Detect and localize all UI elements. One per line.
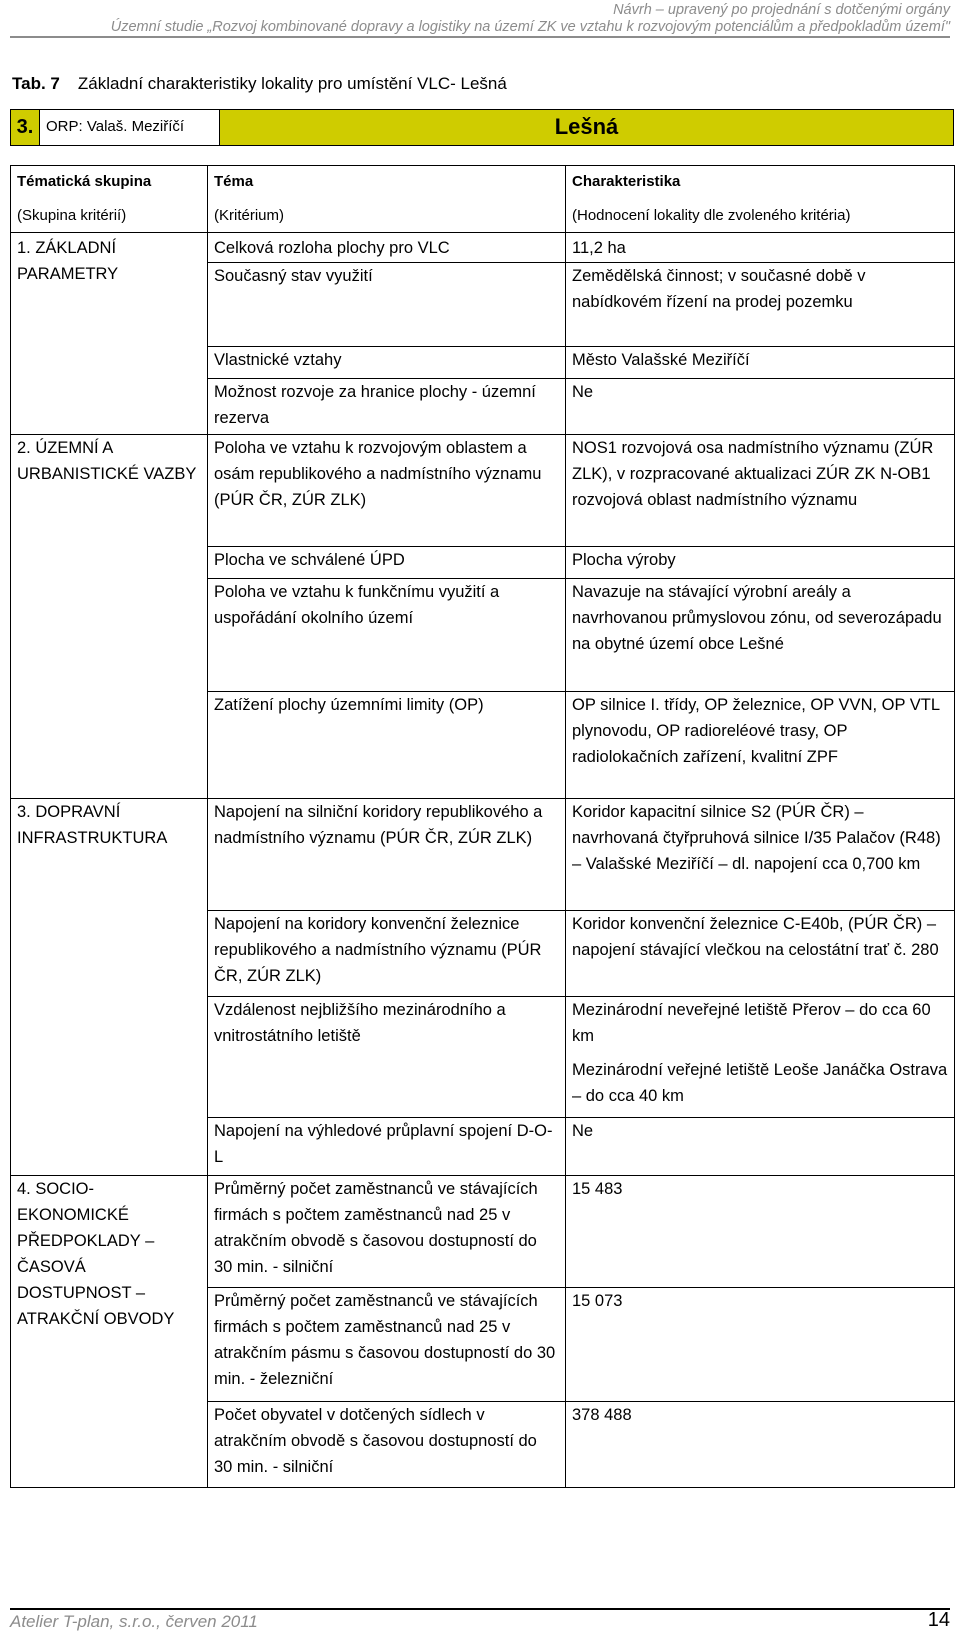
page-header	[111, 2, 950, 36]
page-number: 14	[927, 1609, 950, 1631]
theme-cell: Poloha ve vztahu k rozvojovým oblastem a osám republikového a nadmístního významu (PÚR ČR, ZÚR ZLK)	[208, 435, 566, 547]
value-cell: Navazuje na stávající výrobní areály a navrhovanou průmyslovou zónu, od severozápadu na obytné území obce Lešné	[566, 579, 955, 692]
column-header-theme	[208, 166, 566, 233]
group-cell: 3. DOPRAVNÍ INFRASTRUKTURA	[11, 799, 208, 1176]
airport-value-1: Mezinárodní neveřejné letiště Přerov – do cca 60 km	[572, 1001, 931, 1045]
table-row	[11, 233, 955, 263]
caption-label: Tab. 7	[12, 74, 60, 93]
column-subtitle-theme: (Kritérium)	[214, 207, 284, 224]
table-row	[11, 1176, 955, 1288]
theme-cell: Průměrný počet zaměstnanců ve stávajících firmách s počtem zaměstnanců nad 25 v atrakčním obvodě s časovou dostupností do 30 min. - silniční	[208, 1176, 566, 1288]
value-cell: 378 488	[566, 1402, 955, 1488]
theme-cell: Průměrný počet zaměstnanců ve stávajících firmách s počtem zaměstnanců nad 25 v atrakčním pásmu s časovou dostupností do 30 min. - železniční	[208, 1288, 566, 1402]
theme-cell: Plocha ve schválené ÚPD	[208, 547, 566, 579]
value-cell: Zemědělská činnost; v současné době v nabídkovém řízení na prodej pozemku	[566, 263, 955, 347]
theme-cell: Poloha ve vztahu k funkčnímu využití a uspořádání okolního území	[208, 579, 566, 692]
location-band	[10, 109, 954, 146]
theme-cell: Vzdálenost nejbližšího mezinárodního a vnitrostátního letiště	[208, 997, 566, 1118]
column-header-characteristic	[566, 166, 955, 233]
header-line-1: Návrh – upravený po projednání s dotčenými orgány	[613, 2, 950, 18]
location-number: 3.	[11, 110, 40, 145]
column-title-theme: Téma	[214, 173, 254, 190]
theme-cell: Napojení na koridory konvenční železnice republikového a nadmístního významu (PÚR ČR, ZÚR ZLK)	[208, 911, 566, 997]
value-cell: NOS1 rozvojová osa nadmístního významu (ZÚR ZLK), v rozpracované aktualizaci ZÚR ZK N-OB1 rozvojová oblast nadmístního významu	[566, 435, 955, 547]
group-cell: 2. ÚZEMNÍ A URBANISTICKÉ VAZBY	[11, 435, 208, 799]
theme-cell: Napojení na výhledové průplavní spojení D-O-L	[208, 1118, 566, 1176]
column-title-characteristic: Charakteristika	[572, 173, 681, 190]
value-cell	[566, 997, 955, 1118]
value-cell: 11,2 ha	[566, 233, 955, 263]
value-cell: Koridor kapacitní silnice S2 (PÚR ČR) – navrhovaná čtyřpruhová silnice I/35 Palačov (R48) – Valašské Meziříčí – dl. napojení cca 0,700 km	[566, 799, 955, 911]
theme-cell: Počet obyvatel v dotčených sídlech v atrakčním obvodě s časovou dostupností do 30 min. - silniční	[208, 1402, 566, 1488]
theme-cell: Zatížení plochy územními limity (OP)	[208, 692, 566, 799]
location-name: Lešná	[554, 114, 619, 139]
column-subtitle-group: (Skupina kritérií)	[17, 207, 127, 224]
column-header-group	[11, 166, 208, 233]
theme-cell: Celková rozloha plochy pro VLC	[208, 233, 566, 263]
orp-label: ORP: Valaš. Meziříčí	[40, 110, 220, 145]
table-row	[11, 799, 955, 911]
footer-company: Atelier T-plan, s.r.o., červen 2011	[10, 1612, 258, 1631]
group-cell: 4. SOCIO-EKONOMICKÉ PŘEDPOKLADY – ČASOVÁ DOSTUPNOST – ATRAKČNÍ OBVODY	[11, 1176, 208, 1488]
value-cell: OP silnice I. třídy, OP železnice, OP VVN, OP VTL plynovodu, OP radioreléové trasy, OP radiolokačních zařízení, kvalitní ZPF	[566, 692, 955, 799]
value-cell: Ne	[566, 1118, 955, 1176]
table-caption	[12, 74, 507, 94]
value-cell: Plocha výroby	[566, 547, 955, 579]
airport-value-2: Mezinárodní veřejné letiště Leoše Janáčka Ostrava – do cca 40 km	[572, 1061, 948, 1105]
theme-cell: Možnost rozvoje za hranice plochy - územní rezerva	[208, 379, 566, 435]
header-divider	[10, 36, 950, 38]
value-cell: Město Valašské Meziříčí	[566, 347, 955, 379]
footer-divider	[10, 1608, 950, 1610]
theme-cell: Vlastnické vztahy	[208, 347, 566, 379]
value-cell: 15 073	[566, 1288, 955, 1402]
column-title-group: Tématická skupina	[17, 173, 152, 190]
value-cell: 15 483	[566, 1176, 955, 1288]
value-cell: Koridor konvenční železnice C-E40b, (PÚR ČR) – napojení stávající vlečkou na celostátní trať č. 280	[566, 911, 955, 997]
characteristics-table	[10, 165, 955, 1488]
column-subtitle-characteristic: (Hodnocení lokality dle zvoleného kritéria)	[572, 207, 851, 224]
header-line-2: Územní studie „Rozvoj kombinované dopravy a logistiky na území ZK ve vztahu k rozvojovým potenciálům a předpokladům území"	[110, 19, 950, 35]
table-header-row	[11, 166, 955, 233]
group-cell: 1. ZÁKLADNÍ PARAMETRY	[11, 233, 208, 435]
theme-cell: Napojení na silniční koridory republikového a nadmístního významu (PÚR ČR, ZÚR ZLK)	[208, 799, 566, 911]
theme-cell: Současný stav využití	[208, 263, 566, 347]
table-row	[11, 435, 955, 547]
caption-text: Základní charakteristiky lokality pro umístění VLC- Lešná	[77, 74, 507, 93]
value-cell: Ne	[566, 379, 955, 435]
